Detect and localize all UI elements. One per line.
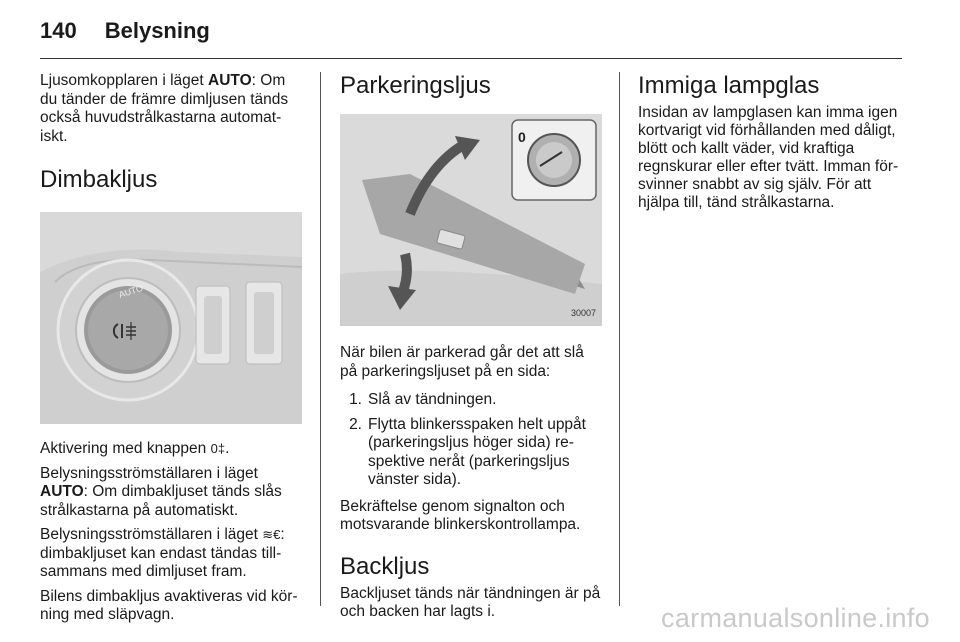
intro-paragraph: Ljusomkopplaren i läget AUTO: Om du tänder de främre dimljusen tänds också huvudstrålkastarna automat-iskt. — [40, 72, 289, 145]
heading-parkeringsljus: Parkeringsljus — [340, 72, 491, 99]
trailer-paragraph: Bilens dimbakljus avaktiveras vid kör-ning med släpvagn. — [40, 587, 298, 623]
column-divider — [320, 72, 321, 606]
column-1 — [40, 72, 302, 631]
switch-mode-paragraph: Belysningsströmställaren i läget ≋€: dimbakljuset kan endast tändas till-sammans med dimljuset fram. — [40, 526, 285, 580]
header-rule — [40, 58, 902, 59]
watermark: carmanualsonline.info — [661, 603, 930, 633]
heading-immiga-lampglas: Immiga lampglas — [638, 72, 820, 99]
section-title: Belysning — [104, 18, 210, 43]
page-number: 140 — [40, 18, 77, 43]
column-3 — [638, 72, 902, 218]
fog-paragraph: Insidan av lampglasen kan imma igen kortvarigt vid förhållanden med dåligt, blött och kallt väder, vid kraftiga regnskurar eller efter tvätt. Imman för-svinner snabbt av sig själv. För att hjälpa till, tänd strålkastarna. — [638, 104, 899, 211]
rear-fog-icon: 0‡ — [210, 441, 226, 456]
list-item: 2. Flytta blinkersspaken helt uppåt (parkeringsljus höger sida) re-spektive neråt (parkeringsljus vänster sida). — [349, 415, 586, 488]
stalk-figure — [340, 114, 602, 326]
heading-dimbakljus: Dimbakljus — [40, 166, 158, 193]
inset-zero-label: 0 — [518, 129, 526, 145]
column-divider — [619, 72, 620, 606]
steps-list — [340, 391, 602, 490]
parked-paragraph: När bilen är parkerad går det att slå på parkeringsljuset på en sida: — [340, 344, 584, 380]
heading-backljus: Backljus — [340, 552, 430, 580]
activation-paragraph: Aktivering med knappen 0‡. — [40, 440, 230, 457]
list-item: 1. Slå av tändningen. — [349, 391, 497, 408]
low-beam-icon: ≋€ — [262, 527, 281, 542]
page-header — [40, 18, 210, 50]
auto-mode-paragraph: Belysningsströmställaren i läget AUTO: Om dimbakljuset tänds slås strålkastarna på automatiskt. — [40, 464, 282, 519]
auto-label: AUTO — [117, 282, 145, 300]
figure-code: 30007 — [570, 307, 596, 318]
confirm-paragraph: Bekräftelse genom signalton och motsvarande blinkerskontrollampa. — [340, 497, 581, 533]
reverse-paragraph: Backljuset tänds när tändningen är på och backen har lagts i. — [340, 584, 601, 620]
light-switch-figure — [40, 212, 302, 424]
column-2 — [340, 72, 602, 628]
